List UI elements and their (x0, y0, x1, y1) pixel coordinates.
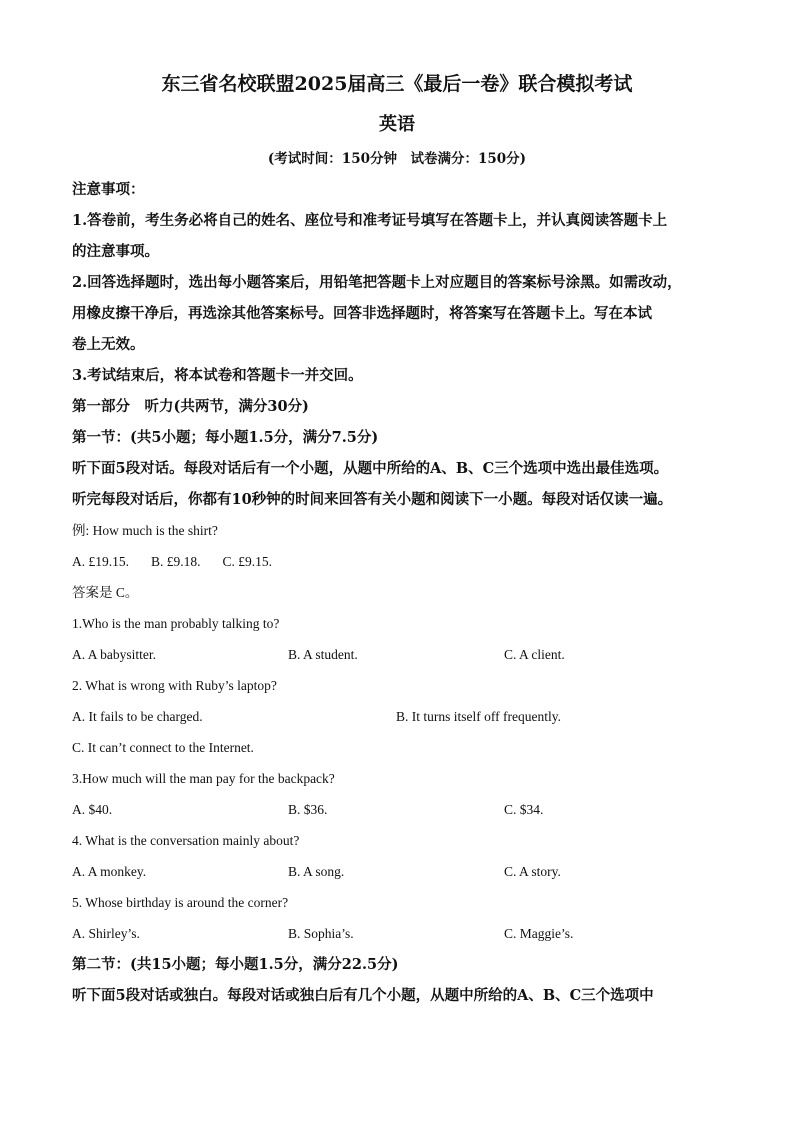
option-c: C. £9.15. (222, 554, 273, 569)
section1-instruction: 听完每段对话后，你都有10秒钟的时间来回答有关小题和阅读下一小题。每段对话仅读一遍。 (72, 491, 673, 508)
exam-subject: 英语 (379, 114, 415, 135)
option-c: C. It can’t connect to the Internet. (72, 740, 254, 755)
option-c: C. A story. (504, 864, 561, 879)
notice-line: 的注意事项。 (72, 243, 159, 260)
question-3: 3.How much will the man pay for the backpack? (72, 771, 335, 786)
option-b: B. Sophia’s. (288, 926, 354, 941)
example-options (72, 546, 722, 577)
section2-heading: 第二节：(共15小题；每小题1.5分，满分22.5分) (72, 956, 399, 973)
question-1-options (72, 639, 722, 670)
option-a: A. Shirley’s. (72, 926, 140, 941)
option-c: C. $34. (504, 802, 544, 817)
section1-heading: 第一节：(共5小题；每小题1.5分，满分7.5分) (72, 429, 379, 446)
question-2-options (72, 701, 722, 732)
example-question: 例: How much is the shirt? (72, 523, 218, 538)
question-4-options (72, 856, 722, 887)
question-2-options-row2 (72, 732, 722, 763)
notice-line: 卷上无效。 (72, 336, 145, 353)
option-b: B. £9.18. (151, 554, 201, 569)
option-b: B. $36. (288, 802, 328, 817)
exam-title: 东三省名校联盟2025届高三《最后一卷》联合模拟考试 (161, 73, 633, 95)
part1-heading: 第一部分 听力(共两节，满分30分) (72, 398, 309, 415)
option-a: A. $40. (72, 802, 113, 817)
notice-heading: 注意事项： (72, 181, 145, 198)
option-b: B. A song. (288, 864, 345, 879)
question-5: 5. Whose birthday is around the corner? (72, 895, 289, 910)
section2-instruction: 听下面5段对话或独白。每段对话或独白后有几个小题，从题中所给的A、B、C三个选项中 (72, 987, 654, 1004)
example-answer: 答案是 C。 (72, 585, 139, 600)
option-c: C. Maggie’s. (504, 926, 574, 941)
notice-line: 3.考试结束后，将本试卷和答题卡一并交回。 (72, 367, 363, 384)
option-c: C. A client. (504, 647, 565, 662)
notice-line: 2.回答选择题时，选出每小题答案后，用铅笔把答题卡上对应题目的答案标号涂黑。如需改动， (72, 274, 682, 291)
option-b: B. It turns itself off frequently. (396, 709, 561, 724)
exam-time-score: (考试时间：150分钟 试卷满分：150分) (267, 151, 527, 167)
notice-line: 1.答卷前，考生务必将自己的姓名、座位号和准考证号填写在答题卡上，并认真阅读答题卡上 (72, 212, 668, 229)
question-3-options (72, 794, 722, 825)
question-4: 4. What is the conversation mainly about? (72, 833, 300, 848)
option-a: A. It fails to be charged. (72, 709, 203, 724)
option-a: A. A babysitter. (72, 647, 156, 662)
section1-instruction: 听下面5段对话。每段对话后有一个小题，从题中所给的A、B、C三个选项中选出最佳选项。 (72, 460, 669, 477)
question-1: 1.Who is the man probably talking to? (72, 616, 280, 631)
question-5-options (72, 918, 722, 949)
question-2: 2. What is wrong with Ruby’s laptop? (72, 678, 277, 693)
option-a: A. A monkey. (72, 864, 147, 879)
option-a: A. £19.15. (72, 554, 129, 569)
notice-line: 用橡皮擦干净后，再选涂其他答案标号。回答非选择题时，将答案写在答题卡上。写在本试 (72, 305, 652, 322)
option-b: B. A student. (288, 647, 358, 662)
